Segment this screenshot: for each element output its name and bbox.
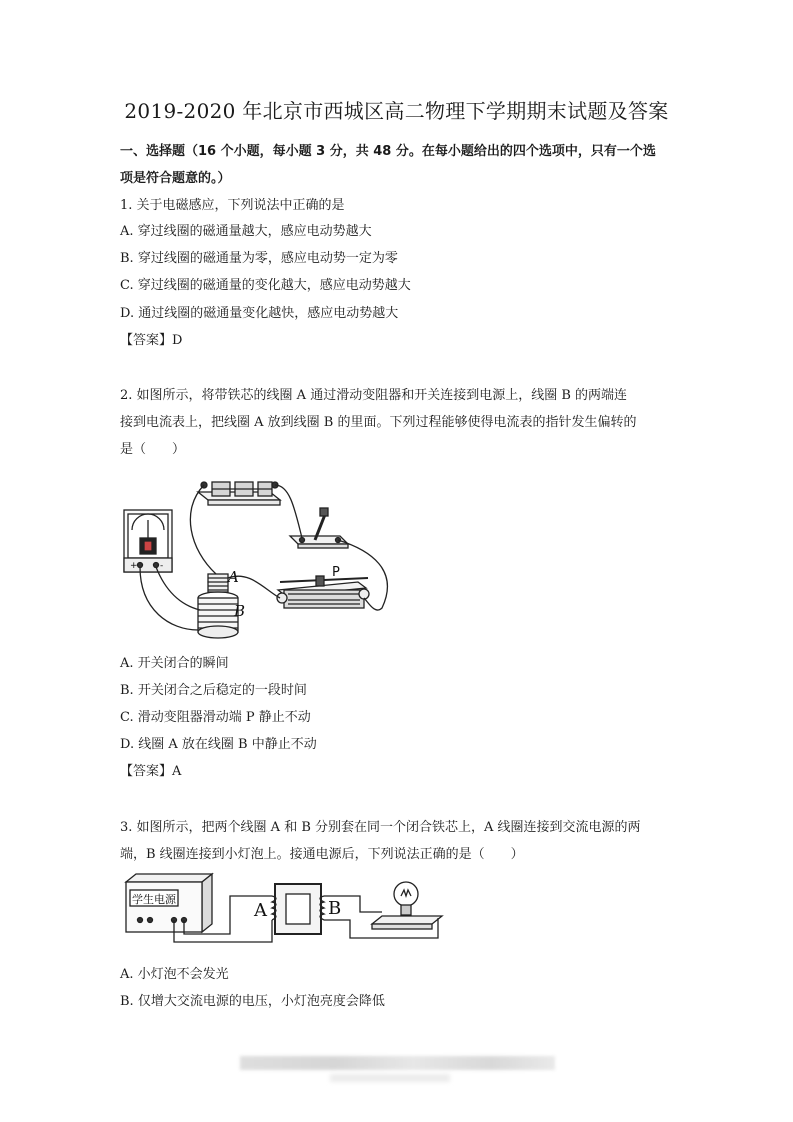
- wire: [140, 567, 198, 630]
- q1-option-c: C. 穿过线圈的磁通量的变化越大，感应电动势越大: [120, 278, 411, 293]
- plus-terminal-label: +: [130, 561, 138, 571]
- q2-stem-line2: 接到电流表上，把线圈 A 放到线圈 B 的里面。下列过程能够使得电流表的指针发生偏转的: [120, 415, 637, 430]
- q3-option-a: A. 小灯泡不会发光: [120, 967, 229, 982]
- q2-stem-line1: 2. 如图所示，将带铁芯的线圈 A 通过滑动变阻器和开关连接到电源上，线圈 B 的两端连: [120, 388, 628, 403]
- coil-b-label: B: [234, 602, 246, 620]
- wire: [275, 485, 302, 538]
- coil-b-label: B: [328, 898, 342, 919]
- switch: [290, 508, 348, 548]
- section-heading-line2: 项是符合题意的。）: [120, 171, 231, 186]
- section-heading-line1: 一、选择题（16 个小题，每小题 3 分，共 48 分。在每小题给出的四个选项中，只有一个选: [120, 144, 656, 159]
- q2-stem-line3: 是（ ）: [120, 442, 186, 457]
- lamp: [372, 882, 442, 929]
- blurred-footer: [240, 1056, 555, 1070]
- q3-stem-line1: 3. 如图所示，把两个线圈 A 和 B 分别套在同一个闭合铁芯上，A 线圈连接到交流电源的两: [120, 820, 641, 835]
- q1-answer: 【答案】D: [120, 333, 183, 348]
- page-title: 2019-2020 年北京市西城区高二物理下学期期末试题及答案: [124, 99, 669, 123]
- iron-core: [275, 884, 321, 934]
- q1-stem: 1. 关于电磁感应，下列说法中正确的是: [120, 198, 345, 213]
- q1-option-d: D. 通过线圈的磁通量变化越快，感应电动势越大: [120, 306, 399, 321]
- q2-circuit-figure: [120, 470, 410, 645]
- q1-option-a: A. 穿过线圈的磁通量越大，感应电动势越大: [120, 224, 372, 239]
- coil-a-label: A: [254, 900, 267, 921]
- slider-p-label: P: [332, 565, 340, 580]
- q2-option-a: A. 开关闭合的瞬间: [120, 656, 229, 671]
- coil-a-label: A: [228, 568, 239, 586]
- q3-stem-line2: 端，B 线圈连接到小灯泡上。接通电源后，下列说法正确的是（ ）: [120, 847, 524, 862]
- q2-option-d: D. 线圈 A 放在线圈 B 中静止不动: [120, 737, 317, 752]
- wire: [156, 567, 200, 610]
- power-supply-label: 学生电源: [132, 893, 176, 906]
- power-supply: [198, 482, 280, 505]
- q2-option-b: B. 开关闭合之后稳定的一段时间: [120, 683, 307, 698]
- blurred-footer-sub: [330, 1074, 450, 1082]
- rheostat: [277, 576, 369, 608]
- q1-option-b: B. 穿过线圈的磁通量为零，感应电动势一定为零: [120, 251, 398, 266]
- q3-option-b: B. 仅增大交流电源的电压，小灯泡亮度会降低: [120, 994, 385, 1009]
- q2-answer: 【答案】A: [120, 764, 182, 779]
- minus-terminal-label: -: [160, 561, 164, 571]
- q3-transformer-figure: [120, 872, 450, 957]
- q2-option-c: C. 滑动变阻器滑动端 P 静止不动: [120, 710, 311, 725]
